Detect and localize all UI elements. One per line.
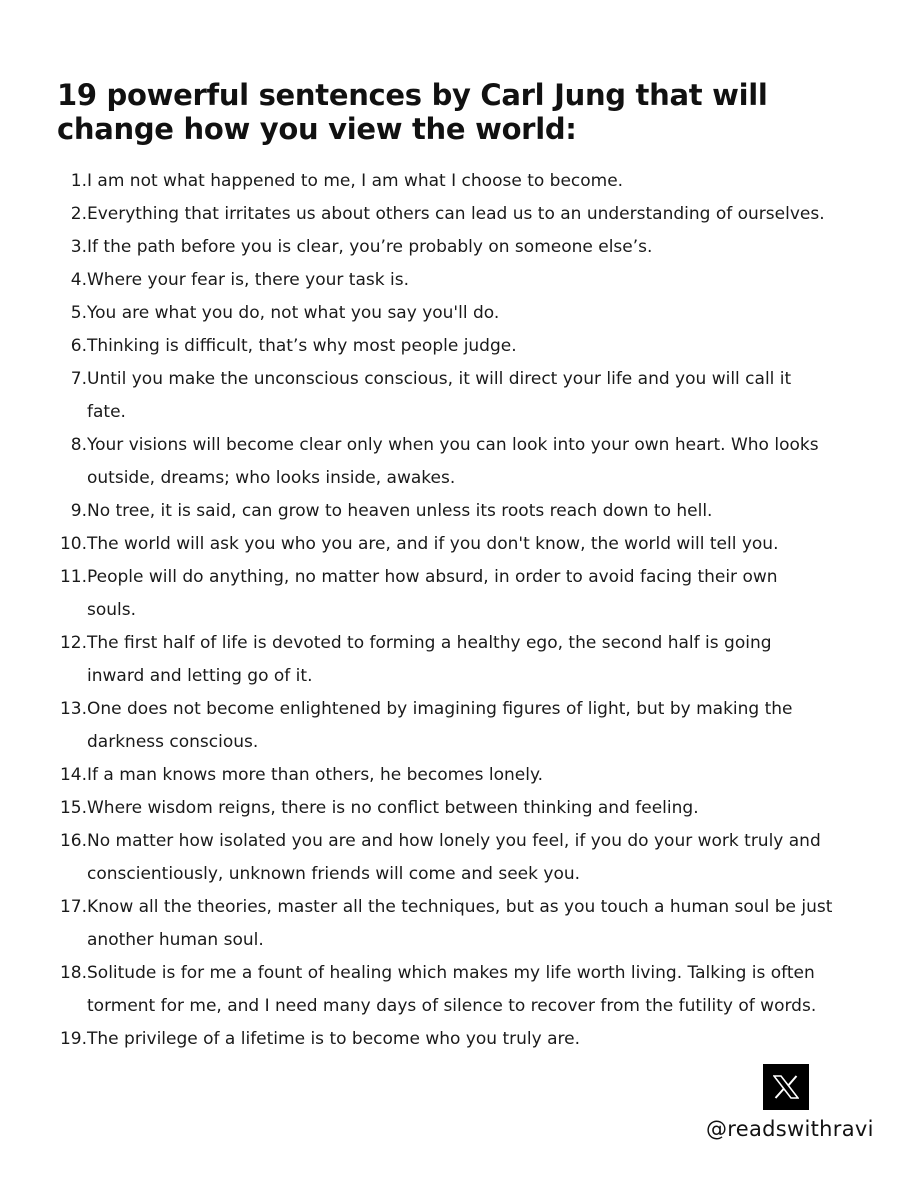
quote-text-line: Where your fear is, there your task is. xyxy=(87,270,409,290)
quote-text-line: If the path before you is clear, you’re probably on someone else’s. xyxy=(87,237,653,257)
quote-text xyxy=(87,693,879,759)
quote-number: 17. xyxy=(59,897,87,917)
quote-text-line: You are what you do, not what you say you'll do. xyxy=(87,303,500,323)
quote-number: 16. xyxy=(59,831,87,851)
quote-text xyxy=(87,297,879,330)
quote-text-line: Solitude is for me a fount of healing which makes my life worth living. Talking is often xyxy=(87,963,815,983)
quote-text-line: outside, dreams; who looks inside, awakes. xyxy=(87,468,456,488)
quote-text xyxy=(87,264,879,297)
x-logo-icon-glyph xyxy=(773,1075,799,1099)
list-item xyxy=(0,693,900,759)
quote-text xyxy=(87,495,879,528)
quote-text-line: torment for me, and I need many days of silence to recover from the futility of words. xyxy=(87,996,817,1016)
list-item xyxy=(0,198,900,231)
quote-text xyxy=(87,561,879,627)
list-item xyxy=(0,429,900,495)
list-item xyxy=(0,297,900,330)
quote-text xyxy=(87,231,879,264)
quote-text xyxy=(87,1023,879,1056)
list-item xyxy=(0,1023,900,1056)
quote-text-line: conscientiously, unknown friends will come and seek you. xyxy=(87,864,581,884)
list-item xyxy=(0,561,900,627)
quote-number: 4. xyxy=(70,270,87,290)
quote-number: 9. xyxy=(70,501,87,521)
quote-text xyxy=(87,627,879,693)
quote-number: 18. xyxy=(59,963,87,983)
quote-text xyxy=(87,165,879,198)
quote-text-line: The first half of life is devoted to forming a healthy ego, the second half is going xyxy=(87,633,772,653)
quote-number: 12. xyxy=(59,633,87,653)
list-item xyxy=(0,759,900,792)
list-item xyxy=(0,330,900,363)
quote-number: 11. xyxy=(59,567,87,587)
quote-text-line: If a man knows more than others, he becomes lonely. xyxy=(87,765,544,785)
quote-number: 6. xyxy=(70,336,87,356)
quote-text-line: Thinking is difficult, that’s why most people judge. xyxy=(87,336,517,356)
author-handle: @readswithravi xyxy=(706,1117,874,1141)
quote-list xyxy=(0,165,900,1056)
quote-number: 5. xyxy=(70,303,87,323)
quote-text-line: People will do anything, no matter how absurd, in order to avoid facing their own xyxy=(87,567,778,587)
quote-text-line: another human soul. xyxy=(87,930,264,950)
quote-text xyxy=(87,330,879,363)
quote-text-line: Know all the theories, master all the techniques, but as you touch a human soul be just xyxy=(87,897,833,917)
quote-text-line: Until you make the unconscious conscious, it will direct your life and you will call it xyxy=(87,369,792,389)
quote-text xyxy=(87,792,879,825)
list-item xyxy=(0,825,900,891)
quote-number: 2. xyxy=(70,204,87,224)
list-item xyxy=(0,165,900,198)
list-item xyxy=(0,891,900,957)
quote-text xyxy=(87,825,879,891)
list-item xyxy=(0,495,900,528)
quote-text-line: The privilege of a lifetime is to become who you truly are. xyxy=(87,1029,580,1049)
quote-number: 3. xyxy=(70,237,87,257)
quote-text xyxy=(87,759,879,792)
quote-number: 8. xyxy=(70,435,87,455)
quote-text-line: Where wisdom reigns, there is no conflict between thinking and feeling. xyxy=(87,798,699,818)
quote-text-line: No tree, it is said, can grow to heaven unless its roots reach down to hell. xyxy=(87,501,713,521)
list-item xyxy=(0,528,900,561)
quote-number: 13. xyxy=(59,699,87,719)
quote-text-line: Your visions will become clear only when you can look into your own heart. Who looks xyxy=(87,435,819,455)
quote-text-line: No matter how isolated you are and how lonely you feel, if you do your work truly and xyxy=(87,831,821,851)
page-title-line-1: 19 powerful sentences by Carl Jung that will xyxy=(57,78,768,112)
quote-text-line: Everything that irritates us about others can lead us to an understanding of ourselves. xyxy=(87,204,825,224)
list-item xyxy=(0,792,900,825)
quote-text-line: I am not what happened to me, I am what I choose to become. xyxy=(87,171,624,191)
x-logo-icon xyxy=(763,1064,809,1110)
page-title xyxy=(57,78,857,146)
quote-text xyxy=(87,198,879,231)
quote-text-line: inward and letting go of it. xyxy=(87,666,313,686)
quote-text-line: souls. xyxy=(87,600,137,620)
quote-number: 19. xyxy=(59,1029,87,1049)
quote-number: 14. xyxy=(59,765,87,785)
list-item xyxy=(0,231,900,264)
quote-number: 10. xyxy=(59,534,87,554)
quote-text-line: One does not become enlightened by imagining figures of light, but by making the xyxy=(87,699,793,719)
quote-text-line: fate. xyxy=(87,402,126,422)
quote-text-line: darkness conscious. xyxy=(87,732,259,752)
quote-text-line: The world will ask you who you are, and if you don't know, the world will tell you. xyxy=(87,534,779,554)
quote-text xyxy=(87,528,879,561)
list-item xyxy=(0,264,900,297)
quote-number: 15. xyxy=(59,798,87,818)
quote-number: 1. xyxy=(70,171,87,191)
list-item xyxy=(0,363,900,429)
quote-text xyxy=(87,429,879,495)
list-item xyxy=(0,957,900,1023)
page-title-line-2: change how you view the world: xyxy=(57,112,577,146)
quote-text xyxy=(87,891,879,957)
quote-number: 7. xyxy=(70,369,87,389)
quote-text xyxy=(87,957,879,1023)
quote-text xyxy=(87,363,879,429)
list-item xyxy=(0,627,900,693)
